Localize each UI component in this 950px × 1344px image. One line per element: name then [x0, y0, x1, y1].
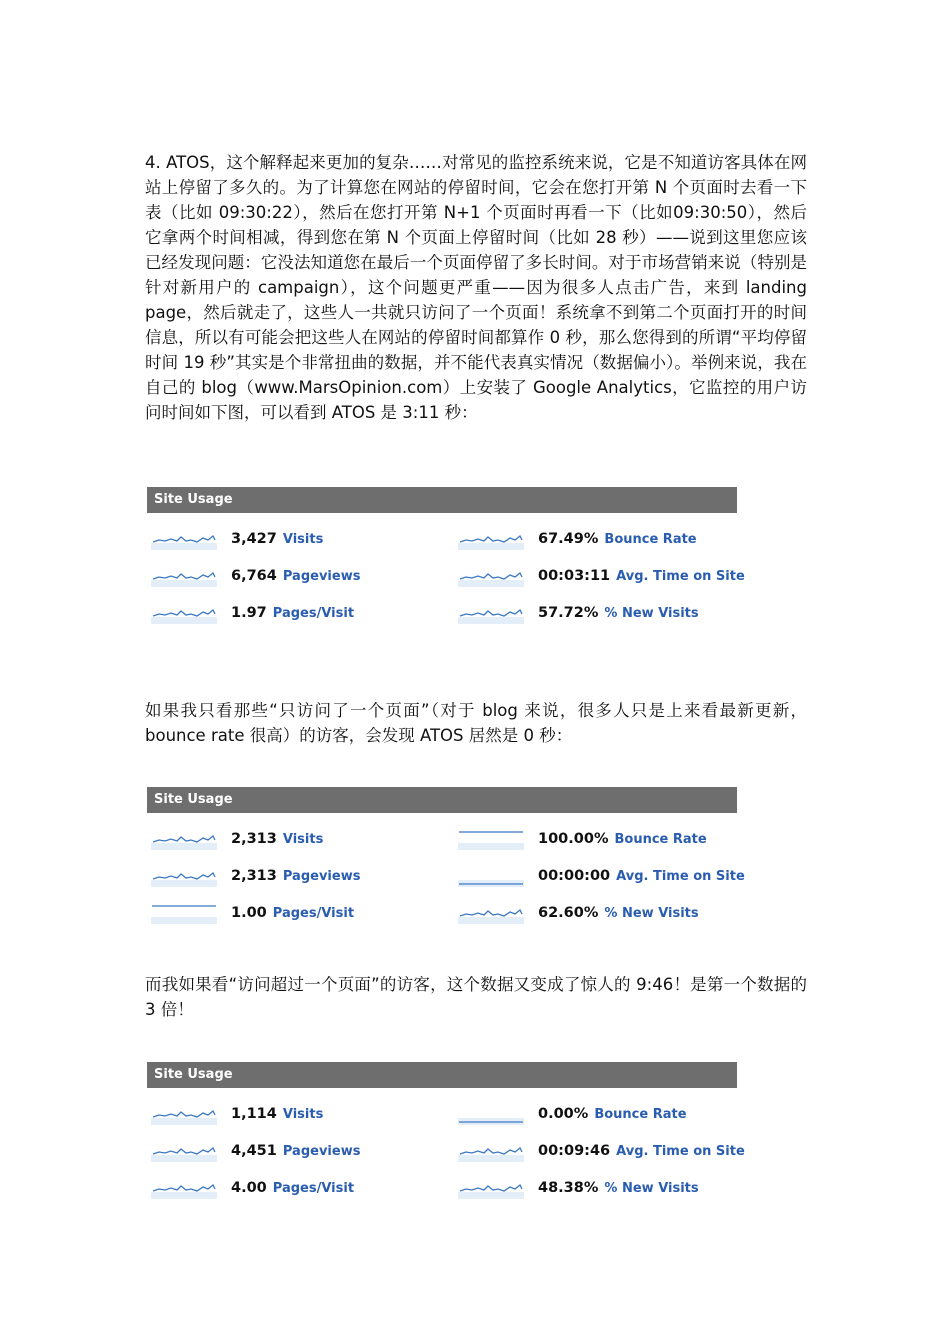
panel-title: Site Usage: [147, 1062, 737, 1088]
metric-value: 57.72%: [538, 605, 599, 621]
sparkline-icon: [458, 902, 524, 924]
sparkline-icon: [151, 865, 217, 887]
metric-value: 100.00%: [538, 831, 609, 847]
metrics-grid: [147, 1088, 745, 1208]
metric-pageviews: [151, 565, 360, 587]
metric-label: Pageviews: [282, 868, 361, 884]
metric-value: 00:00:00: [538, 868, 611, 884]
metric-label: Bounce Rate: [614, 831, 707, 847]
sparkline-icon: [458, 528, 524, 550]
metric-value: 48.38%: [538, 1180, 599, 1196]
sparkline-icon: [151, 828, 217, 850]
metric-pageviews: [151, 865, 360, 887]
metric-value: 4.00: [231, 1180, 267, 1196]
metric-label: Avg. Time on Site: [616, 1143, 745, 1159]
sparkline-icon: [151, 528, 217, 550]
metric-value: 00:03:11: [538, 568, 611, 584]
metric-label: Pages/Visit: [272, 605, 355, 621]
metric-label: % New Visits: [604, 1180, 699, 1196]
metric-pct-new-visits: [458, 602, 699, 624]
metric-value: 1,114: [231, 1106, 277, 1122]
site-usage-panel-multipage: [147, 1062, 745, 1208]
sparkline-icon: [151, 565, 217, 587]
metric-value: 3,427: [231, 531, 277, 547]
metric-avg-time-on-site: [458, 1140, 745, 1162]
sparkline-icon: [458, 1140, 524, 1162]
metric-label: % New Visits: [604, 605, 699, 621]
sparkline-icon: [458, 1103, 524, 1125]
metric-visits: [151, 828, 323, 850]
metric-label: Pages/Visit: [272, 1180, 355, 1196]
metric-value: 67.49%: [538, 531, 599, 547]
metric-label: Bounce Rate: [594, 1106, 687, 1122]
metric-value: 00:09:46: [538, 1143, 611, 1159]
metric-avg-time-on-site: [458, 565, 745, 587]
sparkline-icon: [151, 1177, 217, 1199]
metrics-grid: [147, 813, 745, 933]
site-usage-panel-all: [147, 487, 745, 633]
panel-title: Site Usage: [147, 487, 737, 513]
metric-pct-new-visits: [458, 1177, 699, 1199]
paragraph-multi-page-visits: 而我如果看“访问超过一个页面”的访客，这个数据又变成了惊人的 9:46！是第一个数据的 3 倍！: [145, 975, 807, 1019]
metric-label: Pages/Visit: [272, 905, 355, 921]
sparkline-icon: [458, 602, 524, 624]
metric-label: Visits: [282, 831, 324, 847]
panel-title: Site Usage: [147, 787, 737, 813]
metric-bounce-rate: [458, 528, 697, 550]
sparkline-icon: [151, 602, 217, 624]
metric-label: Visits: [282, 1106, 324, 1122]
metric-label: Avg. Time on Site: [616, 568, 745, 584]
sparkline-icon: [151, 902, 217, 924]
metric-visits: [151, 1103, 323, 1125]
metric-value: 2,313: [231, 831, 277, 847]
sparkline-icon: [458, 828, 524, 850]
sparkline-icon: [458, 865, 524, 887]
metric-label: Pageviews: [282, 568, 361, 584]
sparkline-icon: [458, 1177, 524, 1199]
metric-label: Bounce Rate: [604, 531, 697, 547]
metric-avg-time-on-site: [458, 865, 745, 887]
metric-value: 2,313: [231, 868, 277, 884]
metric-bounce-rate: [458, 828, 707, 850]
metric-bounce-rate: [458, 1103, 687, 1125]
sparkline-icon: [151, 1140, 217, 1162]
site-usage-panel-bounce: [147, 787, 745, 933]
metric-value: 62.60%: [538, 905, 599, 921]
sparkline-icon: [151, 1103, 217, 1125]
metric-label: Visits: [282, 531, 324, 547]
metrics-grid: [147, 513, 745, 633]
metric-value: 6,764: [231, 568, 277, 584]
metric-label: Avg. Time on Site: [616, 868, 745, 884]
metric-pct-new-visits: [458, 902, 699, 924]
paragraph-atos-explanation: 4. ATOS，这个解释起来更加的复杂……对常见的监控系统来说，它是不知道访客具体在网站上停留了多久的。为了计算您在网站的停留时间，它会在您打开第 N 个页面时去看一下表（比如 09:30:22），然后在您打开第 N+1 个页面时再看一下（比如09:30:50），然后它拿两个时间相减，得到您在第 N 个页面上停留时间（比如 28 秒）——说到这里您应该已经发现问题：它没法知道您在最后一个页面停留了多长时间。对于市场营销来说（特别是针对新用户的 campaign），这个问题更严重——因为很多人点击广告，来到 landing page，然后就走了，这些人一共就只访问了一个页面！系统拿不到第二个页面打开的时间信息，所以有可能会把这些人在网站的停留时间都算作 0 秒，那么您得到的所谓“平均停留时间 19 秒”其实是个非常扭曲的数据，并不能代表真实情况（数据偏小）。举例来说，我在自己的 blog（www.MarsOpinion.com）上安装了 Google Analytics，它监控的用户访问时间如下图，可以看到 ATOS 是 3:11 秒：: [145, 153, 807, 422]
sparkline-icon: [458, 565, 524, 587]
metric-value: 0.00%: [538, 1106, 589, 1122]
metric-value: 1.00: [231, 905, 267, 921]
metric-label: Pageviews: [282, 1143, 361, 1159]
metric-visits: [151, 528, 323, 550]
metric-value: 4,451: [231, 1143, 277, 1159]
metric-pages-visit: [151, 602, 354, 624]
metric-pages-visit: [151, 1177, 354, 1199]
metric-value: 1.97: [231, 605, 267, 621]
paragraph-single-page-visits: 如果我只看那些“只访问了一个页面”（对于 blog 来说，很多人只是上来看最新更新，bounce rate 很高）的访客，会发现 ATOS 居然是 0 秒：: [145, 701, 807, 745]
metric-pages-visit: [151, 902, 354, 924]
metric-pageviews: [151, 1140, 360, 1162]
metric-label: % New Visits: [604, 905, 699, 921]
